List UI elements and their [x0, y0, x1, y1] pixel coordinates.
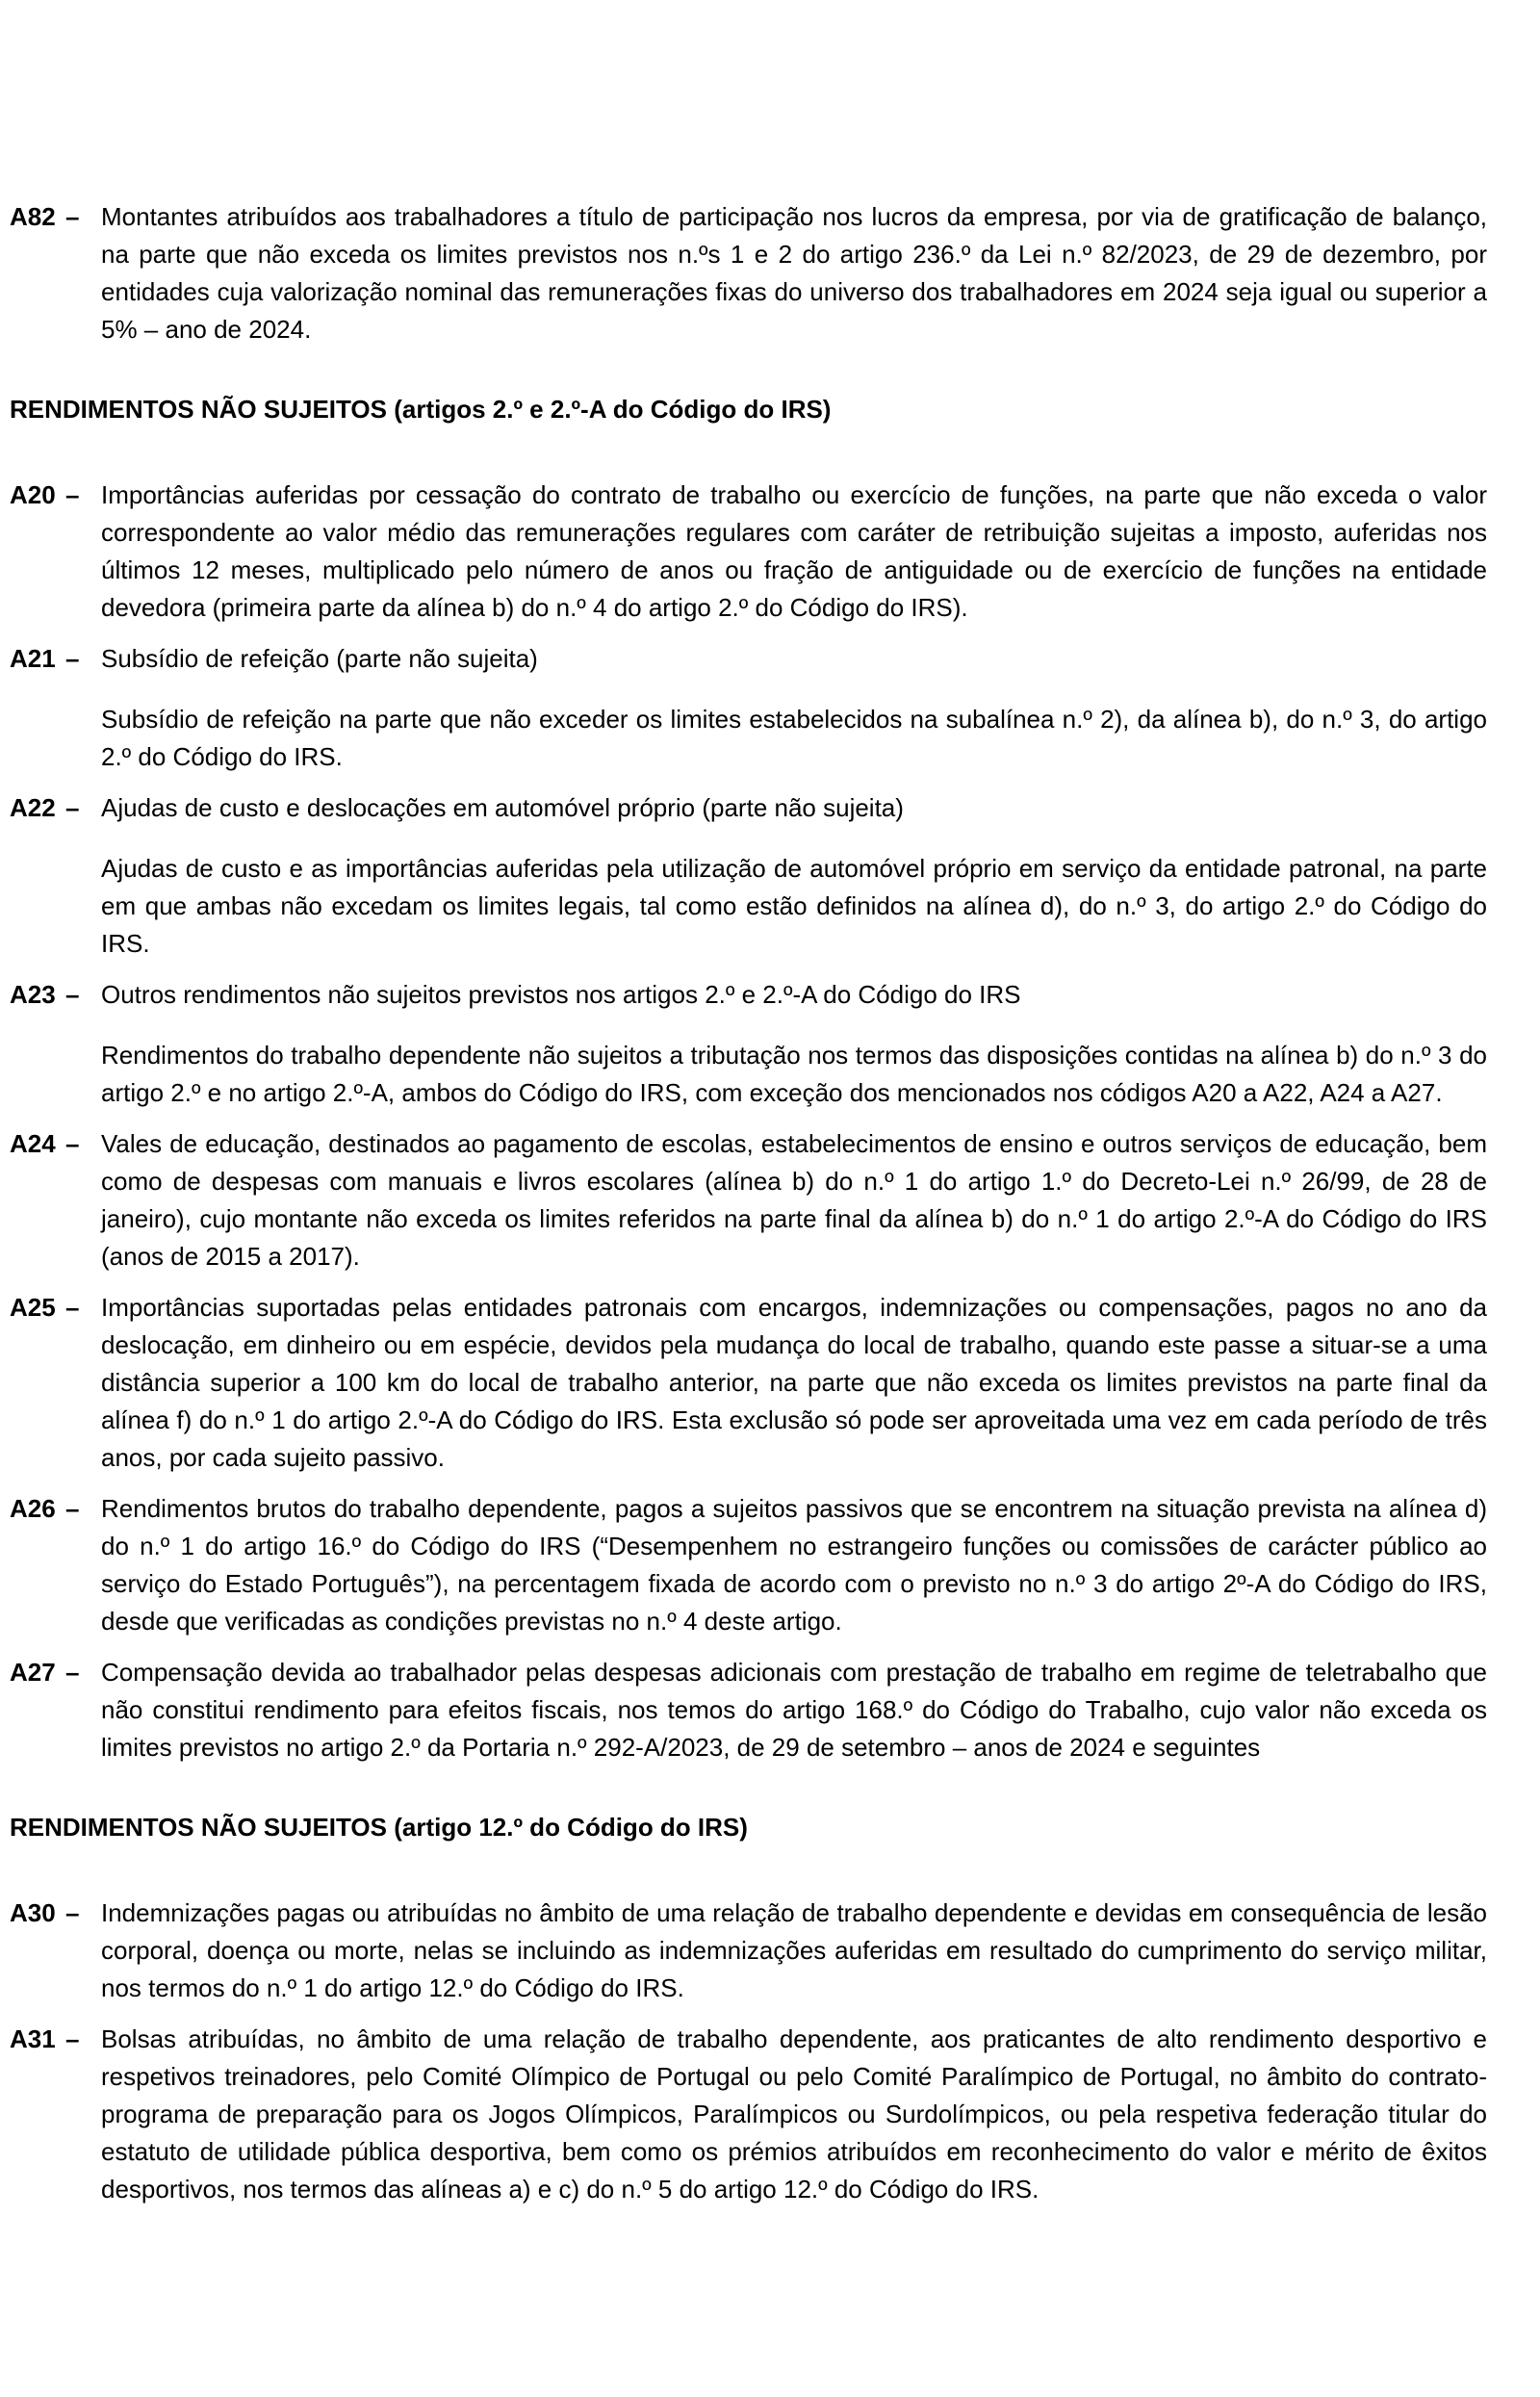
item-text: Importâncias auferidas por cessação do contrato de trabalho ou exercício de funções, na parte que não exceda o valor correspondente ao valor médio das remunerações regulares com caráter de retribuição sujeitas a imposto, auferidas nos últimos 12 meses, multiplicado pelo número de anos ou fração de antiguidade ou de exercício de funções na entidade devedora (primeira parte da alínea b) do n.º 4 do artigo 2.º do Código do IRS).	[101, 480, 1487, 622]
item-text: Indemnizações pagas ou atribuídas no âmbito de uma relação de trabalho dependente e devidas em consequência de lesão corporal, doença ou morte, nelas se incluindo as indemnizações auferidas em resultado do cumprimento do serviço militar, nos termos do n.º 1 do artigo 12.º do Código do IRS.	[101, 1898, 1487, 2002]
item-text: Ajudas de custo e deslocações em automóvel próprio (parte não sujeita)	[101, 793, 904, 822]
item-code: A26	[10, 1494, 56, 1523]
item-label	[10, 789, 101, 827]
item-code: A30	[10, 1898, 56, 1927]
item-dash: –	[65, 2024, 80, 2053]
code-item	[10, 477, 1487, 627]
item-code: A22	[10, 793, 56, 822]
code-item	[10, 1289, 1487, 1477]
paragraph-text: Subsídio de refeição na parte que não exceder os limites estabelecidos na subalínea n.º 2), da alínea b), do n.º 3, do artigo 2.º do Código do IRS.	[101, 705, 1487, 771]
item-dash: –	[65, 480, 80, 509]
item-code: A23	[10, 980, 56, 1009]
item-code: A27	[10, 1658, 56, 1687]
code-item	[10, 1490, 1487, 1640]
item-text: Bolsas atribuídas, no âmbito de uma relação de trabalho dependente, aos praticantes de alto rendimento desportivo e respetivos treinadores, pelo Comité Olímpico de Portugal ou pelo Comité Paralímpico de Portugal, no âmbito do contrato-programa de preparação para os Jogos Olímpicos, Paralímpicos ou Surdolímpicos, ou pela respetiva federação titular do estatuto de utilidade pública desportiva, bem como os prémios atribuídos em reconhecimento do valor e mérito de êxitos desportivos, nos termos das alíneas a) e c) do n.º 5 do artigo 12.º do Código do IRS.	[101, 2024, 1487, 2204]
code-item	[10, 1125, 1487, 1276]
item-label	[10, 2021, 101, 2058]
item-label	[10, 1490, 101, 1528]
code-item	[10, 789, 1487, 827]
item-code: A24	[10, 1129, 56, 1158]
item-label	[10, 1654, 101, 1691]
item-label	[10, 976, 101, 1014]
code-item	[10, 1654, 1487, 1766]
item-dash: –	[65, 1898, 80, 1927]
code-item	[10, 640, 1487, 678]
item-label	[10, 1894, 101, 1932]
section-heading: RENDIMENTOS NÃO SUJEITOS (artigo 12.º do Código do IRS)	[10, 1813, 748, 1842]
item-code: A21	[10, 644, 56, 673]
item-label	[10, 1125, 101, 1163]
item-dash: –	[65, 1293, 80, 1322]
item-text: Importâncias suportadas pelas entidades patronais com encargos, indemnizações ou compensações, pagos no ano da deslocação, em dinheiro ou em espécie, devidos pela mudança do local de trabalho, quando este passe a situar-se a uma distância superior a 100 km do local de trabalho anterior, na parte que não exceda os limites previstos na parte final da alínea f) do n.º 1 do artigo 2.º-A do Código do IRS. Esta exclusão só pode ser aproveitada uma vez em cada período de três anos, por cada sujeito passivo.	[101, 1293, 1487, 1472]
item-dash: –	[65, 980, 80, 1009]
item-dash: –	[65, 1129, 80, 1158]
item-dash: –	[65, 1658, 80, 1687]
item-label	[10, 1289, 101, 1327]
item-dash: –	[65, 644, 80, 673]
item-code: A25	[10, 1293, 56, 1322]
code-item	[10, 1894, 1487, 2007]
paragraph-text: Rendimentos do trabalho dependente não sujeitos a tributação nos termos das disposições contidas na alínea b) do n.º 3 do artigo 2.º e no artigo 2.º-A, ambos do Código do IRS, com exceção dos mencionados nos códigos A20 a A22, A24 a A27.	[101, 1041, 1487, 1107]
item-dash: –	[65, 793, 80, 822]
item-text: Vales de educação, destinados ao pagamento de escolas, estabelecimentos de ensino e outros serviços de educação, bem como de despesas com manuais e livros escolares (alínea b) do n.º 1 do artigo 1.º do Decreto-Lei n.º 26/99, de 28 de janeiro), cujo montante não exceda os limites referidos na parte final da alínea b) do n.º 1 do artigo 2.º-A do Código do IRS (anos de 2015 a 2017).	[101, 1129, 1487, 1271]
paragraph-text: Ajudas de custo e as importâncias auferidas pela utilização de automóvel próprio em serviço da entidade patronal, na parte em que ambas não excedam os limites legais, tal como estão definidos na alínea d), do n.º 3, do artigo 2.º do Código do IRS.	[101, 854, 1487, 958]
code-item	[10, 198, 1487, 348]
item-text: Rendimentos brutos do trabalho dependente, pagos a sujeitos passivos que se encontrem na situação prevista na alínea d) do n.º 1 do artigo 16.º do Código do IRS (“Desempenhem no estrangeiro funções ou comissões de carácter público ao serviço do Estado Português”), na percentagem fixada de acordo com o previsto no n.º 3 do artigo 2º-A do Código do IRS, desde que verificadas as condições previstas no n.º 4 deste artigo.	[101, 1494, 1487, 1636]
item-dash: –	[65, 202, 80, 231]
item-text: Subsídio de refeição (parte não sujeita)	[101, 644, 538, 673]
item-text: Outros rendimentos não sujeitos previstos nos artigos 2.º e 2.º-A do Código do IRS	[101, 980, 1021, 1009]
item-label	[10, 477, 101, 514]
item-text: Compensação devida ao trabalhador pelas despesas adicionais com prestação de trabalho em regime de teletrabalho que não constitui rendimento para efeitos fiscais, nos temos do artigo 168.º do Código do Trabalho, cujo valor não exceda os limites previstos no artigo 2.º da Portaria n.º 292-A/2023, de 29 de setembro – anos de 2024 e seguintes	[101, 1658, 1487, 1762]
section-heading: RENDIMENTOS NÃO SUJEITOS (artigos 2.º e 2.º-A do Código do IRS)	[10, 395, 832, 424]
document-body	[10, 198, 1487, 2208]
item-text: Montantes atribuídos aos trabalhadores a título de participação nos lucros da empresa, por via de gratificação de balanço, na parte que não exceda os limites previstos nos n.ºs 1 e 2 do artigo 236.º da Lei n.º 82/2023, de 29 de dezembro, por entidades cuja valorização nominal das remunerações fixas do universo dos trabalhadores em 2024 seja igual ou superior a 5% – ano de 2024.	[101, 202, 1487, 344]
item-dash: –	[65, 1494, 80, 1523]
code-item	[10, 976, 1487, 1014]
code-item	[10, 2021, 1487, 2208]
item-code: A20	[10, 480, 56, 509]
item-label	[10, 198, 101, 236]
item-code: A31	[10, 2024, 56, 2053]
item-code: A82	[10, 202, 56, 231]
item-label	[10, 640, 101, 678]
